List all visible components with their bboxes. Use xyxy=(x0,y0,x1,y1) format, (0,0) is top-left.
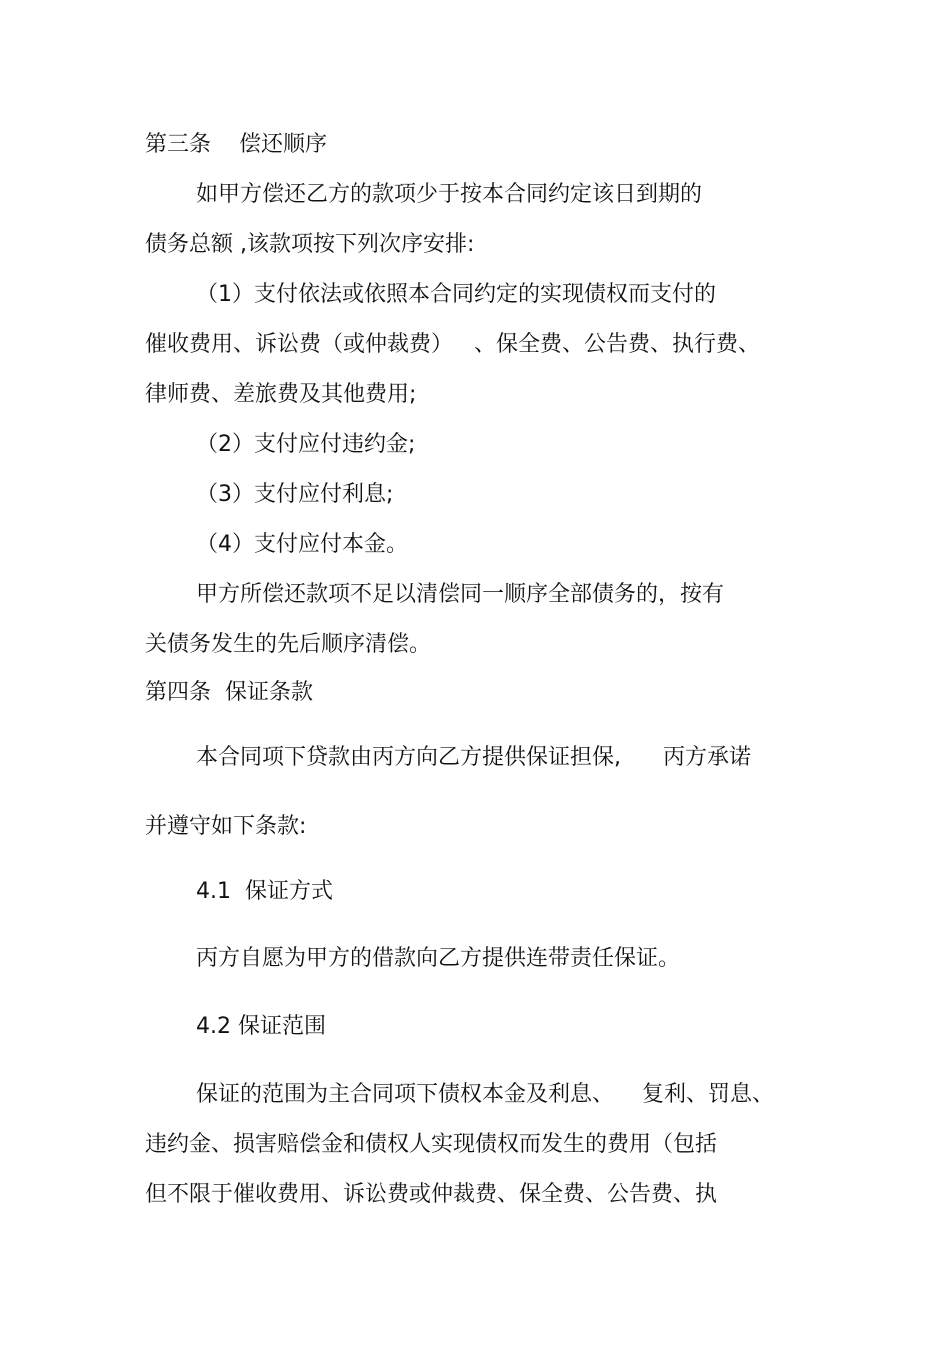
paragraph-line: 关债务发生的先后顺序清偿。 xyxy=(145,632,432,657)
article-3-heading: 第三条 偿还顺序 xyxy=(145,132,327,157)
paragraph-line: 本合同项下贷款由丙方向乙方提供保证担保, 丙方承诺 xyxy=(196,745,751,770)
paragraph-line: 保证的范围为主合同项下债权本金及利息、 复利、罚息、 xyxy=(196,1082,774,1107)
paragraph-line: 违约金、损害赔偿金和债权人实现债权而发生的费用（包括 xyxy=(145,1132,718,1157)
paragraph-line: 催收费用、诉讼费（或仲裁费） 、保全费、公告费、执行费、 xyxy=(145,332,760,357)
paragraph-line: 如甲方偿还乙方的款项少于按本合同约定该日到期的 xyxy=(196,182,703,207)
paragraph-line: 丙方自愿为甲方的借款向乙方提供连带责任保证。 xyxy=(196,946,681,971)
paragraph-line: 并遵守如下条款: xyxy=(145,814,307,839)
list-item-4: （4）支付应付本金。 xyxy=(196,532,408,557)
article-4-heading: 第四条 保证条款 xyxy=(145,680,313,705)
paragraph-line: 甲方所偿还款项不足以清偿同一顺序全部债务的，按有 xyxy=(196,582,725,607)
paragraph-line: 律师费、差旅费及其他费用; xyxy=(145,382,417,407)
list-item-3: （3）支付应付利息; xyxy=(196,482,394,507)
paragraph-line: 但不限于催收费用、诉讼费或仲裁费、保全费、公告费、执 xyxy=(145,1182,718,1207)
list-item-1: （1）支付依法或依照本合同约定的实现债权而支付的 xyxy=(196,282,716,307)
list-item-2: （2）支付应付违约金; xyxy=(196,432,416,457)
paragraph-line: 债务总额 ,该款项按下列次序安排: xyxy=(145,232,475,257)
section-4-2-heading: 4.2 保证范围 xyxy=(196,1014,326,1039)
section-4-1-heading: 4.1 保证方式 xyxy=(196,879,333,904)
